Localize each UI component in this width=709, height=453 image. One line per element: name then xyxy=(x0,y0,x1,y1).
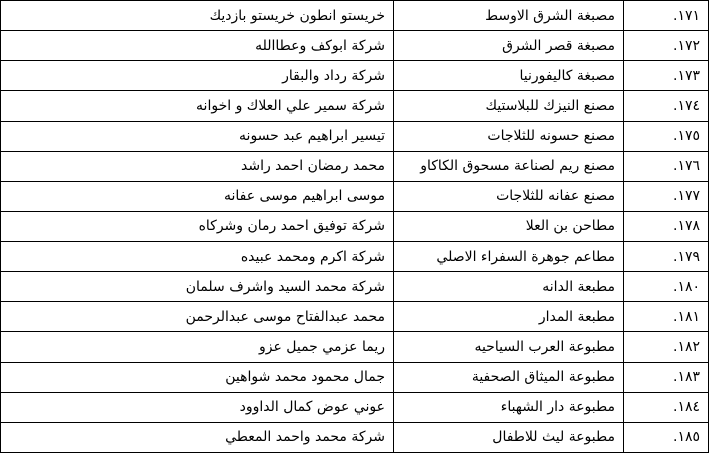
row-number: ١٧٩. xyxy=(624,242,709,272)
table-row xyxy=(1,392,709,422)
table-row xyxy=(1,302,709,332)
row-number: ١٨٤. xyxy=(624,392,709,422)
table-row xyxy=(1,1,709,31)
owner-name: خريستو انطون خريستو بازديك xyxy=(1,1,394,31)
company-name: مطبوعة ليث للاطفال xyxy=(394,422,624,452)
owner-name: شركة محمد السيد واشرف سلمان xyxy=(1,272,394,302)
row-number: ١٧١. xyxy=(624,1,709,31)
table-body xyxy=(1,1,709,453)
owner-name: شركة محمد واحمد المعطي xyxy=(1,422,394,452)
owner-name: شركة اكرم ومحمد عبيده xyxy=(1,242,394,272)
table-row xyxy=(1,31,709,61)
company-name: مصبغة قصر الشرق xyxy=(394,31,624,61)
table-row xyxy=(1,272,709,302)
owner-name: موسى ابراهيم موسى عفانه xyxy=(1,181,394,211)
company-name: مطبوعة العرب السياحيه xyxy=(394,332,624,362)
company-name: مطبوعة الميثاق الصحفية xyxy=(394,362,624,392)
row-number: ١٨١. xyxy=(624,302,709,332)
table-row xyxy=(1,242,709,272)
company-name: مصبغة الشرق الاوسط xyxy=(394,1,624,31)
table-row xyxy=(1,422,709,452)
company-name: مصنع ريم لصناعة مسحوق الكاكاو xyxy=(394,151,624,181)
row-number: ١٨٥. xyxy=(624,422,709,452)
table-row xyxy=(1,121,709,151)
company-name: مصنع النيزك للبلاستيك xyxy=(394,91,624,121)
company-name: مطبعة الدانه xyxy=(394,272,624,302)
table-row xyxy=(1,91,709,121)
row-number: ١٧٢. xyxy=(624,31,709,61)
row-number: ١٧٤. xyxy=(624,91,709,121)
table-row xyxy=(1,181,709,211)
row-number: ١٧٣. xyxy=(624,61,709,91)
owner-name: شركة رداد والبقار xyxy=(1,61,394,91)
company-name: مصبغة كاليفورنيا xyxy=(394,61,624,91)
owner-name: محمد رمضان احمد راشد xyxy=(1,151,394,181)
table-row xyxy=(1,151,709,181)
owner-name: تيسير ابراهيم عبد حسونه xyxy=(1,121,394,151)
company-name: مطبوعة دار الشهباء xyxy=(394,392,624,422)
row-number: ١٨٢. xyxy=(624,332,709,362)
company-name: مصنع عفانه للثلاجات xyxy=(394,181,624,211)
owner-name: شركة سمير علي العلاك و اخوانه xyxy=(1,91,394,121)
row-number: ١٧٨. xyxy=(624,211,709,241)
company-name: مطاحن بن العلا xyxy=(394,211,624,241)
company-name: مطبعة المدار xyxy=(394,302,624,332)
table-row xyxy=(1,332,709,362)
row-number: ١٧٧. xyxy=(624,181,709,211)
row-number: ١٧٥. xyxy=(624,121,709,151)
owner-name: ريما عزمي جميل عزو xyxy=(1,332,394,362)
row-number: ١٨٣. xyxy=(624,362,709,392)
owner-name: محمد عبدالفتاح موسى عبدالرحمن xyxy=(1,302,394,332)
owner-name: شركة ابوكف وعطاالله xyxy=(1,31,394,61)
company-name: مصنع حسونه للثلاجات xyxy=(394,121,624,151)
owner-name: جمال محمود محمد شواهين xyxy=(1,362,394,392)
row-number: ١٨٠. xyxy=(624,272,709,302)
company-name: مطاعم جوهرة السفراء الاصلي xyxy=(394,242,624,272)
row-number: ١٧٦. xyxy=(624,151,709,181)
table-row xyxy=(1,211,709,241)
table-row xyxy=(1,362,709,392)
table-row xyxy=(1,61,709,91)
owner-name: عوني عوض كمال الداوود xyxy=(1,392,394,422)
owner-name: شركة توفيق احمد رمان وشركاه xyxy=(1,211,394,241)
